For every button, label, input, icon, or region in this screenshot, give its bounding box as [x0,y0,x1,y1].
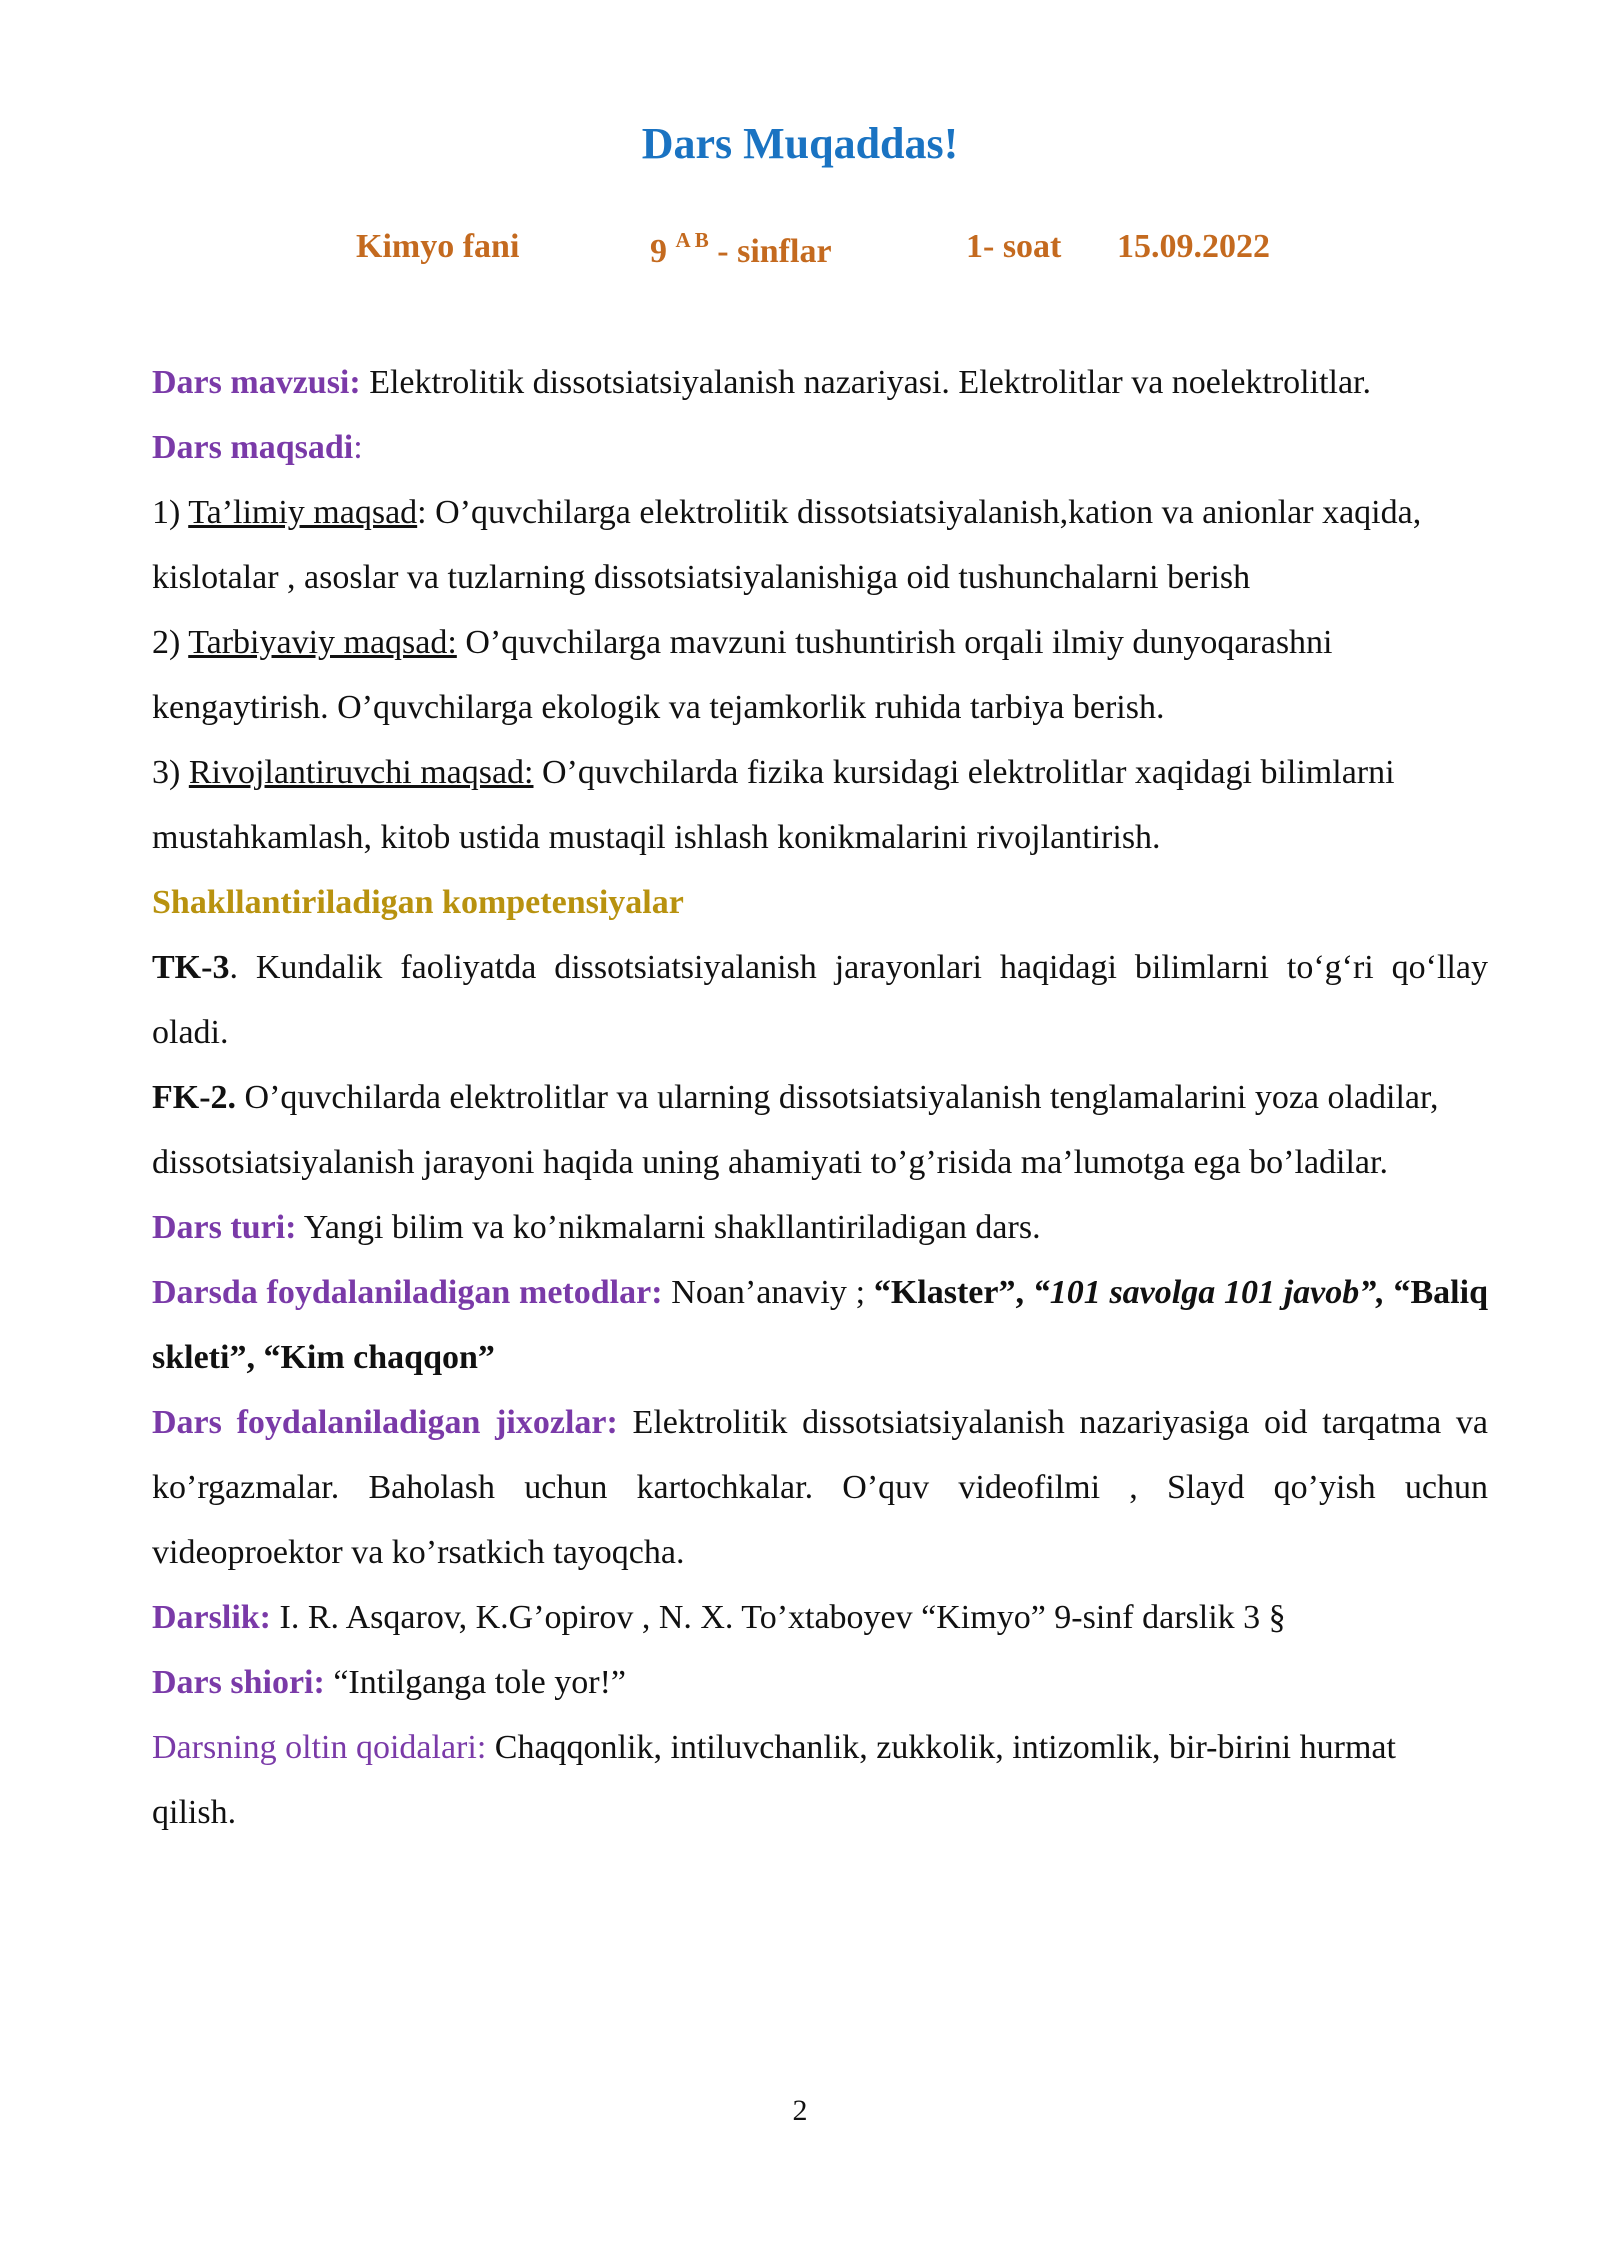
lesson-plan-body [152,350,1488,1845]
goals-colon: : [353,429,363,466]
goal-number: 3) [152,754,189,791]
methods-label: Darsda foydalaniladigan metodlar: [152,1274,663,1311]
lesson-type-label: Dars turi: [152,1209,297,1246]
methods-paragraph [152,1260,1488,1390]
goals-heading [152,415,1488,480]
rules-paragraph [152,1715,1488,1845]
goal-item [152,480,1488,610]
fk-competency [152,1065,1488,1195]
fk-text: O’quvchilarda elektrolitlar va ularning dissotsiatsiyalanish tenglamalarini yoza oladilar, dissotsiatsiyalanish jarayoni haqida uning ahamiyati to’g’risida ma’lumotga ega bo’ladilar. [152,1079,1439,1181]
grade-suffix: - sinflar [717,233,832,270]
equipment-text: Elektrolitik dissotsiatsiyalanish nazariyasiga oid tarqatma va ko’rgazmalar. Baholash uchun kartochkalar. O’quv videofilmi , Slayd qo’yish uchun videoproektor va ko’rsatkich tayoqcha. [152,1404,1488,1571]
competencies-label: Shakllantiriladigan kompetensiyalar [152,884,684,921]
goal-text: O’quvchilarga mavzuni tushuntirish orqali ilmiy dunyoqarashni kengaytirish. O’quvchilarga ekologik va tejamkorlik ruhida tarbiya berish. [152,624,1333,726]
subject: Kimyo fani [356,228,520,265]
slogan-label: Dars shiori: [152,1664,325,1701]
goal-name: Ta’limiy maqsad [188,494,418,531]
topic-text: Elektrolitik dissotsiatsiyalanish nazariyasi. Elektrolitlar va noelektrolitlar. [360,364,1372,401]
grade-classes: A B [675,228,709,252]
page-number: 2 [792,2094,808,2127]
slogan-text: “Intilganga tole yor!” [324,1664,626,1701]
goal-item [152,740,1488,870]
date: 15.09.2022 [1117,228,1270,265]
slogan-paragraph [152,1650,1488,1715]
hour: 1- soat [966,228,1062,265]
goals-label: Dars maqsadi [152,429,354,466]
textbook-paragraph [152,1585,1488,1650]
lesson-type-text: Yangi bilim va ko’nikmalarni shakllantiriladigan dars. [296,1209,1041,1246]
goal-name: Rivojlantiruvchi maqsad: [188,754,534,791]
textbook-label: Darslik: [152,1599,271,1636]
rules-text: Chaqqonlik, intiluvchanlik, zukkolik, intizomlik, bir-birini hurmat qilish. [152,1729,1396,1831]
competencies-heading [152,870,1488,935]
goal-separator: : [417,494,436,531]
goal-text: O’quvchilarga elektrolitik dissotsiatsiyalanish,kation va anionlar xaqida, kislotalar , asoslar va tuzlarning dissotsiatsiyalanishiga oid tushunchalarni berish [152,494,1422,596]
goal-name: Tarbiyaviy maqsad: [188,624,457,661]
rules-label: Darsning oltin qoidalari: [152,1729,487,1766]
topic-paragraph [152,350,1488,415]
topic-label: Dars mavzusi: [152,364,361,401]
method-klaster: “Klaster”, [873,1274,1033,1311]
grade-number: 9 [650,233,667,270]
equipment-paragraph [152,1390,1488,1585]
goal-text: O’quvchilarda fizika kursidagi elektrolitlar xaqidagi bilimlarni mustahkamlash, kitob ustida mustaqil ishlash konikmalarini rivojlantirish. [152,754,1395,856]
tk-code: TK-3 [152,949,230,986]
method-others: “Baliq skleti”, “Kim chaqqon” [152,1274,1488,1376]
equipment-label: Dars foydalaniladigan jixozlar: [152,1404,618,1441]
textbook-text: I. R. Asqarov, K.G’opirov , N. X. To’xtaboyev “Kimyo” 9-sinf darslik 3 § [271,1599,1286,1636]
tk-text: . Kundalik faoliyatda dissotsiatsiyalanish jarayonlari haqidagi bilimlarni to‘g‘ri qo‘llay oladi. [152,949,1488,1051]
methods-plain: Noan’anaviy ; [662,1274,874,1311]
page-title: Dars Muqaddas! [641,119,959,168]
lesson-type-paragraph [152,1195,1488,1260]
method-101: “101 savolga 101 javob”, [1032,1274,1394,1311]
goal-separator [534,754,543,791]
tk-competency [152,935,1488,1065]
grade [650,228,832,271]
goal-number: 2) [152,624,189,661]
fk-code: FK-2. [152,1079,237,1116]
goal-number: 1) [152,494,189,531]
goal-item [152,610,1488,740]
